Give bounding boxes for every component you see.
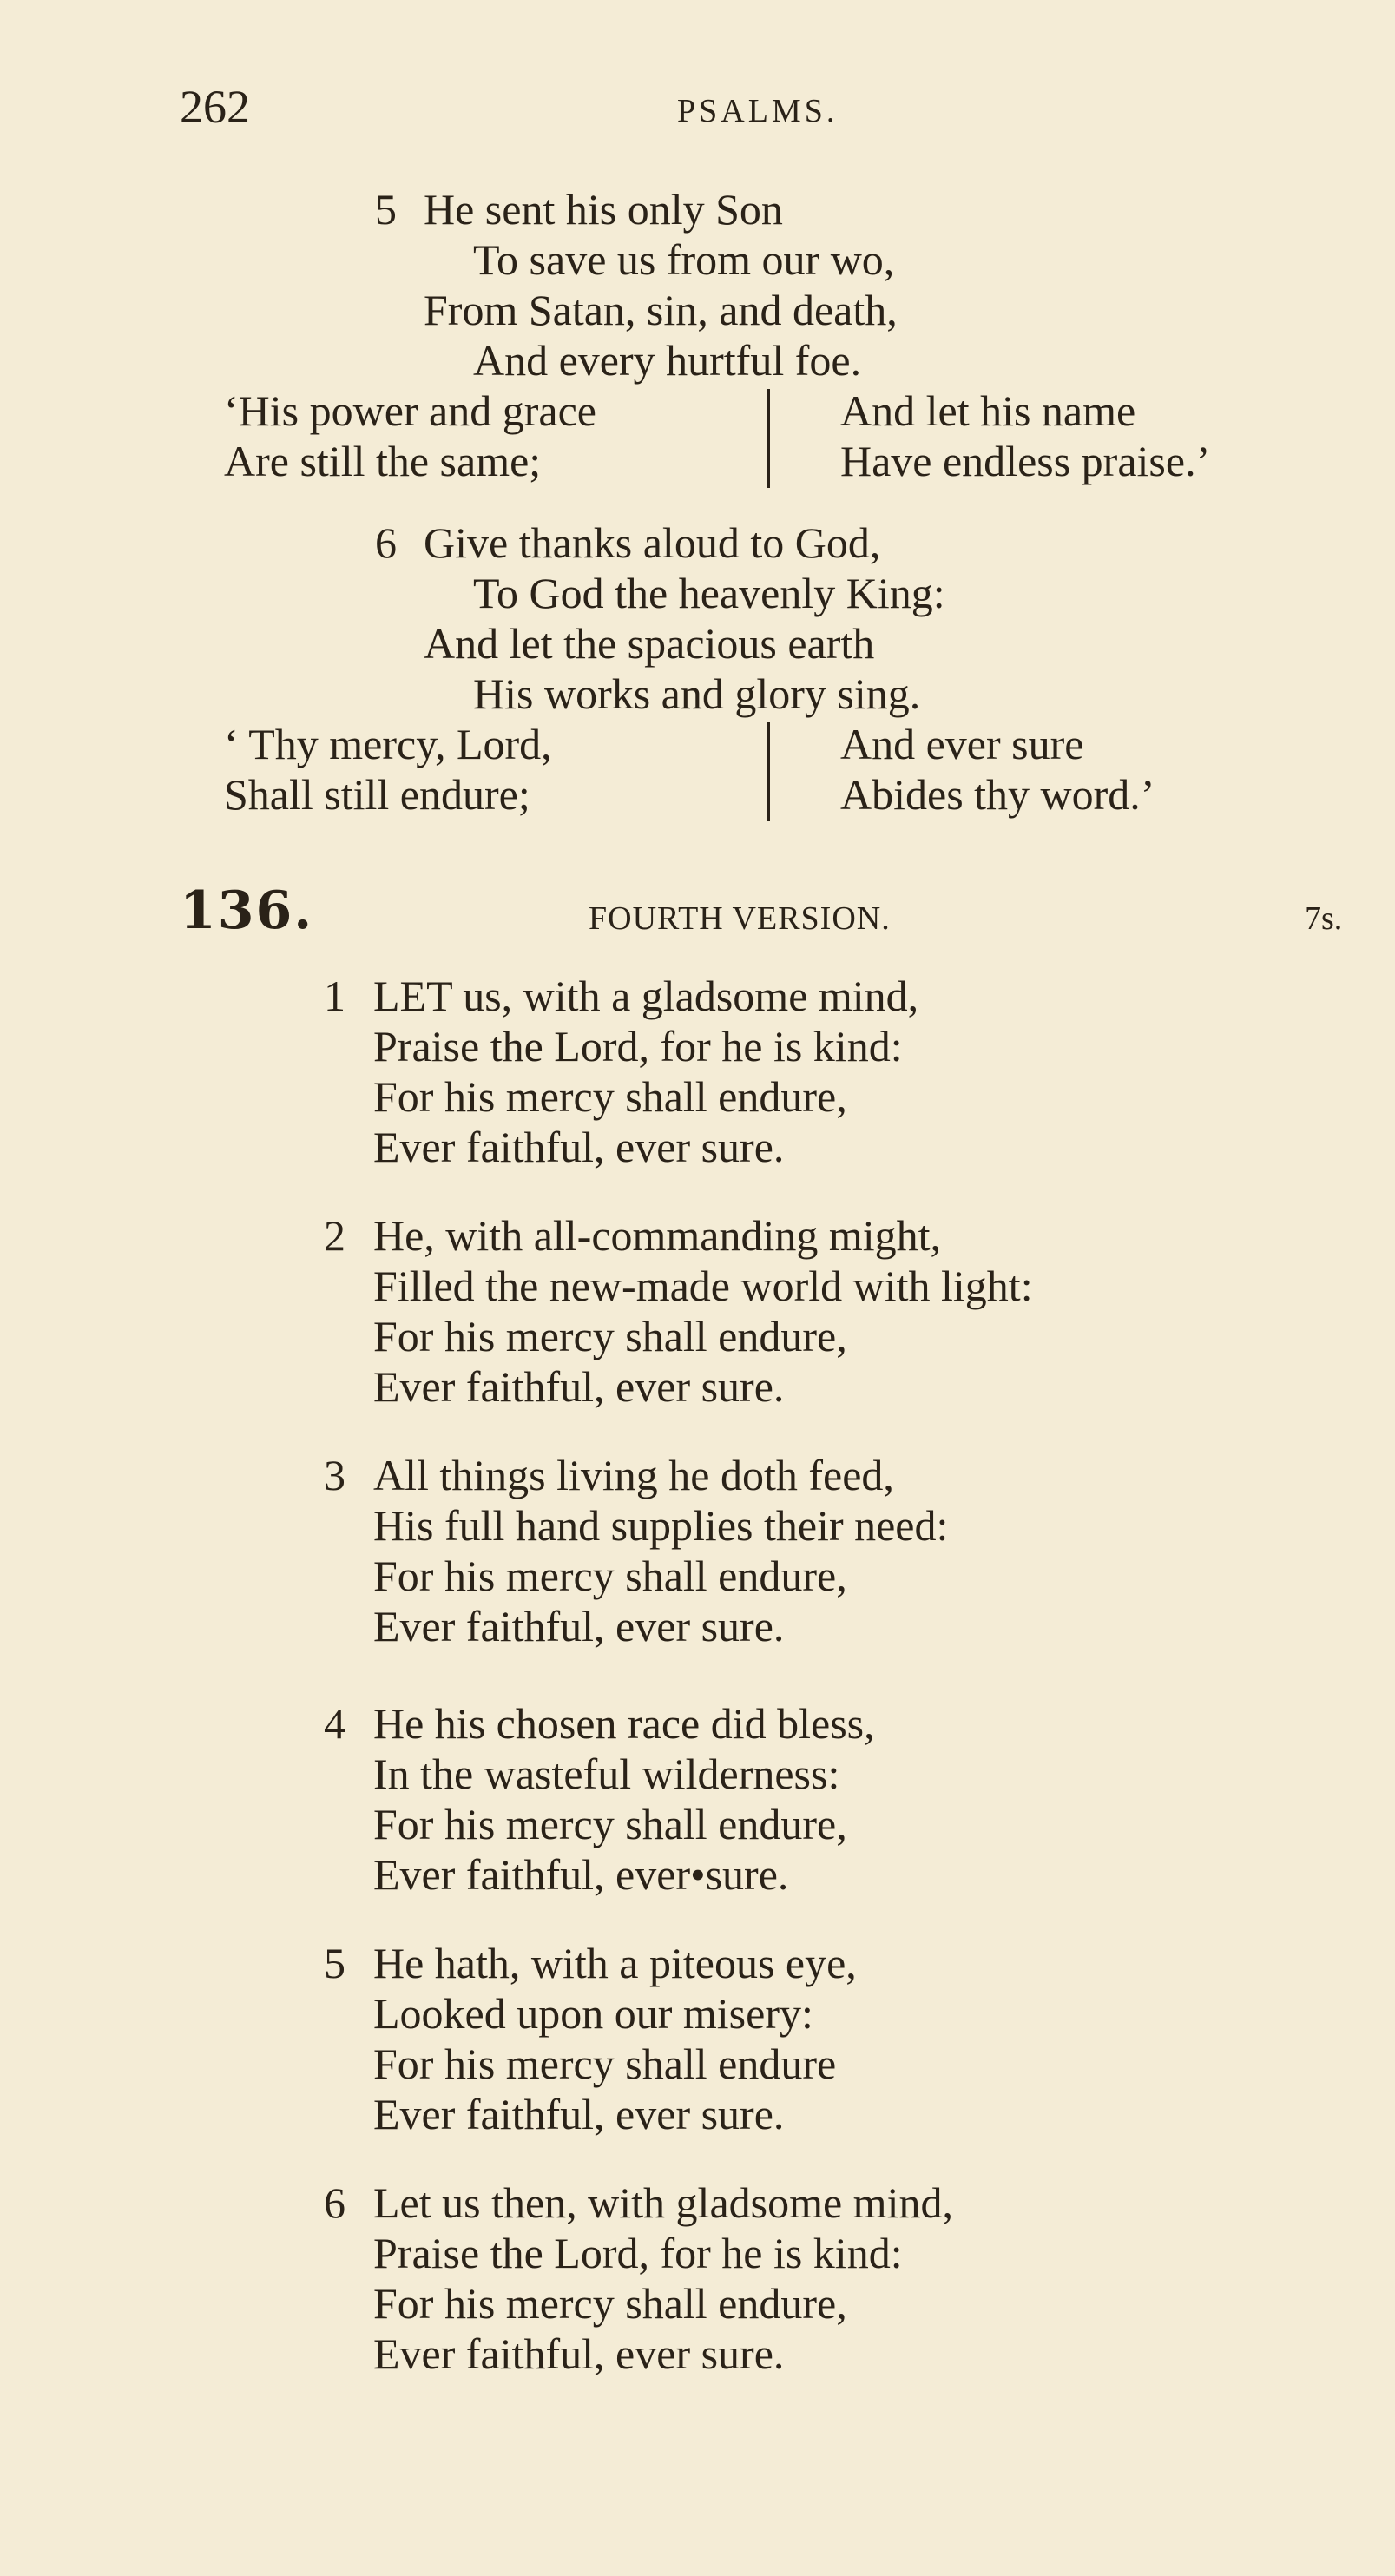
refrain-divider [767,722,770,821]
refrain-left-line: ‘ Thy mercy, Lord, [224,720,552,768]
stanza-line: He sent his only Son [424,185,783,234]
stanza-line: Ever faithful, ever sure. [373,2329,785,2378]
refrain-right-line: Have endless praise.’ [840,437,1211,485]
stanza-number: 1 [324,972,345,1020]
stanza-line: His full hand supplies their need: [373,1501,949,1550]
stanza-number: 6 [324,2178,345,2227]
stanza-line: For his mercy shall endure, [373,1552,847,1600]
stanza-line: For his mercy shall endure [373,2039,837,2088]
refrain-left-line: Are still the same; [224,437,542,485]
refrain-left-line: ‘His power and grace [224,386,596,435]
refrain-right-line: Abides thy word.’ [840,770,1155,819]
stanza-line: To save us from our wo, [473,235,895,284]
stanza-line: From Satan, sin, and death, [424,286,898,334]
stanza-line: To God the heavenly King: [473,569,945,617]
stanza-number: 5 [324,1939,345,1987]
refrain-divider [767,389,770,488]
stanza-line: LET us, with a gladsome mind, [373,972,919,1020]
stanza-line: Let us then, with gladsome mind, [373,2178,953,2227]
hymn-number: 136. [180,880,314,941]
refrain-right-line: And let his name [840,386,1136,435]
stanza-line: For his mercy shall endure, [373,1312,847,1360]
stanza-number: 5 [375,185,397,234]
stanza-number: 3 [324,1451,345,1499]
stanza-line: In the wasteful wilderness: [373,1749,840,1798]
page-number: 262 [180,81,250,133]
refrain-left-line: Shall still endure; [224,770,530,819]
running-title: PSALMS. [677,93,839,129]
stanza-line: His works and glory sing. [473,669,921,718]
stanza-line: He hath, with a piteous eye, [373,1939,857,1987]
stanza-line: Ever faithful, ever sure. [373,1123,785,1171]
stanza-number: 2 [324,1211,345,1260]
stanza-line: For his mercy shall endure, [373,2279,847,2328]
stanza-line: Ever faithful, ever sure. [373,1602,785,1650]
stanza-line: Ever faithful, ever sure. [373,1362,785,1411]
hymn-title: FOURTH VERSION. [589,900,891,937]
stanza-line: Give thanks aloud to God, [424,518,881,567]
stanza-line: He his chosen race did bless, [373,1699,875,1748]
stanza-line: Ever faithful, ever sure. [373,2090,785,2138]
stanza-line: Praise the Lord, for he is kind: [373,1022,903,1071]
stanza-line: Looked upon our misery: [373,1989,813,2038]
refrain-right-line: And ever sure [840,720,1084,768]
stanza-line: Ever faithful, ever•sure. [373,1850,789,1899]
stanza-line: For his mercy shall endure, [373,1800,847,1848]
stanza-number: 6 [375,518,397,567]
stanza-line: All things living he doth feed, [373,1451,894,1499]
stanza-line: Filled the new-made world with light: [373,1262,1033,1310]
stanza-line: And let the spacious earth [424,619,875,668]
stanza-number: 4 [324,1699,345,1748]
stanza-line: He, with all-commanding might, [373,1211,942,1260]
stanza-line: For his mercy shall endure, [373,1072,847,1121]
stanza-line: And every hurtful foe. [473,336,862,385]
hymn-meter: 7s. [1305,900,1343,937]
stanza-line: Praise the Lord, for he is kind: [373,2229,903,2277]
